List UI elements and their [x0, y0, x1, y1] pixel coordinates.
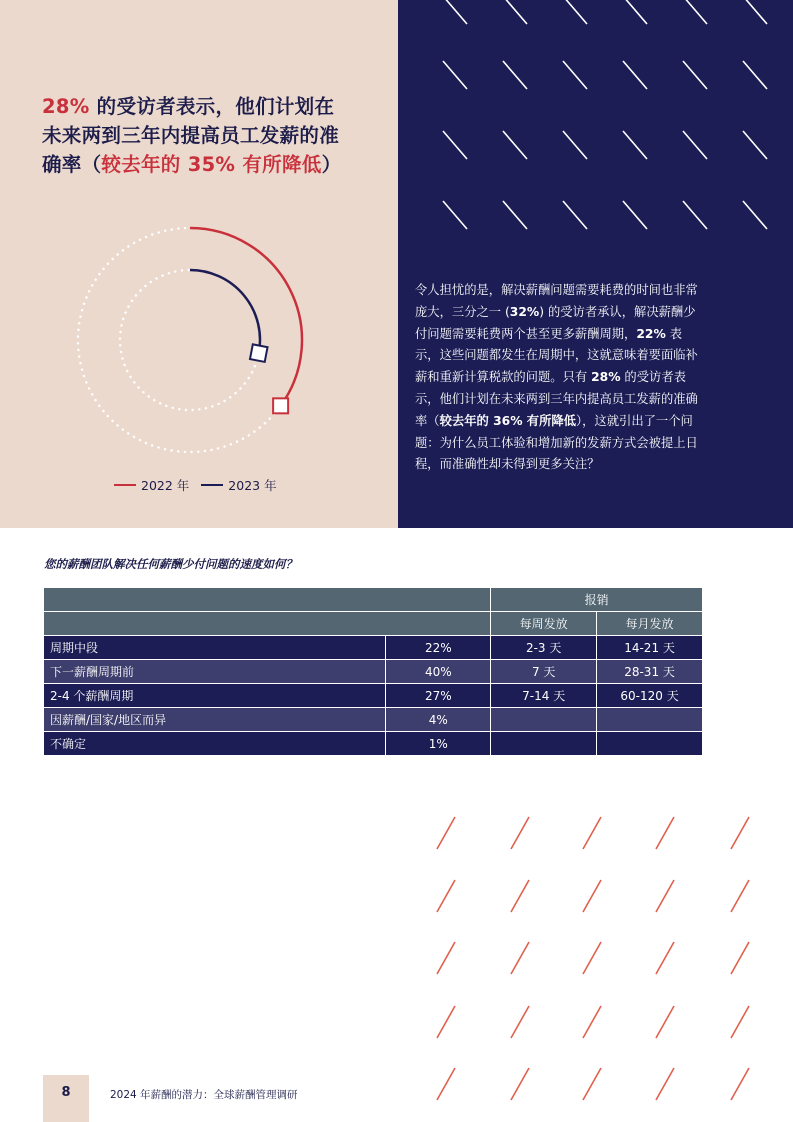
- row-label: 不确定: [44, 732, 386, 756]
- row-weekly: [491, 732, 597, 756]
- decorative-slash: [503, 61, 527, 89]
- decorative-slash: [511, 817, 529, 849]
- headline-text: 的受访者表示，他们计划在未来两到三年内提高员工发薪的准确率（: [42, 95, 340, 176]
- body-text-1: 令人担忧的是，解决薪酬问题需要耗费的时间也非常庞大，三分之一 (: [415, 283, 698, 319]
- headline-emphasis: 较去年的 35% 有所降低: [101, 153, 322, 176]
- row-percent: 22%: [386, 636, 491, 660]
- decorative-slash: [563, 61, 587, 89]
- body-text-4: 的受访者表示，他们计划在未来两到三年内提高员工发薪的准确率（: [415, 370, 698, 428]
- row-label: 因薪酬/国家/地区而异: [44, 708, 386, 732]
- row-monthly: 14-21 天: [597, 636, 703, 660]
- header-blank: [44, 588, 491, 612]
- body-text-2: ) 的受访者承认，解决薪酬少付问题需要耗费两个甚至更多薪酬周期，: [415, 304, 696, 341]
- subheader-weekly: 每周发放: [491, 612, 597, 636]
- chart-legend: [114, 476, 289, 494]
- decorative-slash: [656, 1006, 674, 1038]
- decorative-slash: [583, 817, 601, 849]
- decorative-slash: [563, 201, 587, 229]
- row-weekly: [491, 708, 597, 732]
- speed-table: [43, 587, 703, 756]
- decorative-slash: [683, 201, 707, 229]
- decorative-slash: [656, 880, 674, 912]
- decorative-slash: [623, 131, 647, 159]
- body-bold-3: 28%: [591, 370, 621, 385]
- table-header-row-2: [44, 612, 703, 636]
- decorative-slash: [443, 131, 467, 159]
- decorative-slash-pattern-bottom: [420, 808, 780, 1108]
- decorative-slash: [511, 880, 529, 912]
- row-monthly: [597, 708, 703, 732]
- row-monthly: [597, 732, 703, 756]
- marker-2022: [273, 398, 288, 413]
- headline-close: ）: [321, 153, 342, 176]
- decorative-slash: [683, 131, 707, 159]
- legend-swatch-2022: [114, 484, 136, 486]
- decorative-slash: [683, 0, 707, 24]
- table-row: [44, 684, 703, 708]
- body-bold-1: 32%: [509, 304, 540, 319]
- body-text-5: ），这就引出了一个问题：为什么员工体验和增加新的发薪方式会被提上日程，而准确性却未得到更多关注？: [415, 413, 698, 472]
- left-panel: [0, 0, 398, 528]
- decorative-slash: [583, 1068, 601, 1100]
- decorative-slash: [656, 942, 674, 974]
- table-row: [44, 732, 703, 756]
- decorative-slash: [743, 61, 767, 89]
- subheader-monthly: 每月发放: [597, 612, 703, 636]
- decorative-slash: [437, 1068, 455, 1100]
- decorative-slash: [511, 1068, 529, 1100]
- legend-swatch-2023: [201, 484, 223, 486]
- decorative-slash: [511, 942, 529, 974]
- row-percent: 4%: [386, 708, 491, 732]
- legend-label-2023: 2023 年: [228, 478, 277, 493]
- decorative-slash: [731, 880, 749, 912]
- decorative-slash-pattern-top: [398, 0, 793, 260]
- decorative-slash: [443, 0, 467, 24]
- decorative-slash: [743, 0, 767, 24]
- header-group-reimbursement: 报销: [491, 588, 703, 612]
- row-percent: 40%: [386, 660, 491, 684]
- decorative-slash: [583, 880, 601, 912]
- row-label: 周期中段: [44, 636, 386, 660]
- decorative-slash: [583, 942, 601, 974]
- radial-chart: [60, 210, 320, 470]
- legend-label-2022: 2022 年: [141, 478, 190, 493]
- decorative-slash: [443, 201, 467, 229]
- marker-2023: [250, 344, 268, 362]
- row-percent: 27%: [386, 684, 491, 708]
- decorative-slash: [731, 1006, 749, 1038]
- table-title: 您的薪酬团队解决任何薪酬少付问题的速度如何？: [44, 557, 297, 571]
- decorative-slash: [437, 880, 455, 912]
- decorative-slash: [437, 1006, 455, 1038]
- decorative-slash: [503, 131, 527, 159]
- decorative-slash: [656, 817, 674, 849]
- subheader-blank: [44, 612, 491, 636]
- body-bold-4: 较去年的 36% 有所降低: [439, 413, 576, 428]
- headline-percent: 28%: [42, 95, 90, 118]
- decorative-slash: [623, 201, 647, 229]
- decorative-slash: [743, 131, 767, 159]
- decorative-slash: [583, 1006, 601, 1038]
- headline: [42, 92, 352, 179]
- decorative-slash: [437, 942, 455, 974]
- body-bold-2: 22%: [636, 326, 666, 341]
- table-row: [44, 636, 703, 660]
- decorative-slash: [503, 0, 527, 24]
- legend-item-2022: [114, 476, 189, 494]
- decorative-slash: [511, 1006, 529, 1038]
- body-text-3: 表示，这些问题都发生在周期中，这就意味着要面临补薪和重新计算税款的问题。只有: [415, 326, 698, 385]
- row-weekly: 7-14 天: [491, 684, 597, 708]
- row-percent: 1%: [386, 732, 491, 756]
- decorative-slash: [683, 61, 707, 89]
- table-row: [44, 660, 703, 684]
- legend-item-2023: [201, 476, 276, 494]
- decorative-slash: [563, 131, 587, 159]
- row-monthly: 60-120 天: [597, 684, 703, 708]
- decorative-slash: [731, 1068, 749, 1100]
- decorative-slash: [503, 201, 527, 229]
- table-row: [44, 708, 703, 732]
- decorative-slash: [623, 0, 647, 24]
- decorative-slash: [443, 61, 467, 89]
- row-monthly: 28-31 天: [597, 660, 703, 684]
- body-paragraph: [415, 280, 705, 476]
- decorative-slash: [623, 61, 647, 89]
- footer-title: 2024 年薪酬的潜力：全球薪酬管理调研: [110, 1089, 298, 1101]
- decorative-slash: [437, 817, 455, 849]
- decorative-slash: [743, 201, 767, 229]
- row-label: 下一薪酬周期前: [44, 660, 386, 684]
- page-number: 8: [43, 1075, 89, 1122]
- row-weekly: 2-3 天: [491, 636, 597, 660]
- decorative-slash: [656, 1068, 674, 1100]
- decorative-slash: [731, 817, 749, 849]
- arc-2022: [190, 228, 302, 406]
- table-header-row-1: [44, 588, 703, 612]
- decorative-slash: [563, 0, 587, 24]
- row-label: 2-4 个薪酬周期: [44, 684, 386, 708]
- decorative-slash: [731, 942, 749, 974]
- row-weekly: 7 天: [491, 660, 597, 684]
- arc-2023: [190, 270, 260, 353]
